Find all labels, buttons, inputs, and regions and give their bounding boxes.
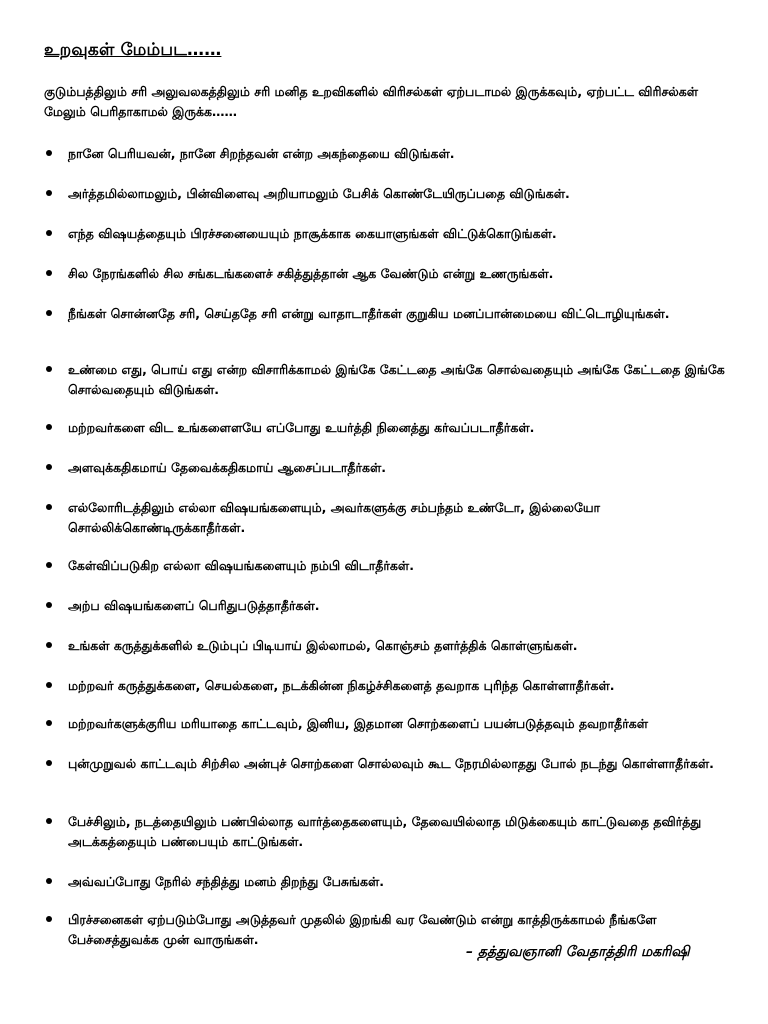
bullet-icon <box>44 360 68 380</box>
bullet-icon <box>44 754 68 774</box>
list-item <box>44 872 734 892</box>
bullet-icon <box>44 636 68 656</box>
list-item-text: புன்முறுவல் காட்டவும் சிற்சில அன்புச் சொற்களை சொல்லவும் கூட நேரமில்லாதது போல் நடந்து கொள்ளாதீர்கள். <box>68 756 714 771</box>
bullet-icon <box>44 596 68 616</box>
list-item-text: அற்ப விஷயங்களைப் பெரிதுபடுத்தாதீர்கள். <box>68 598 320 613</box>
bullet-icon <box>44 264 68 284</box>
list-item <box>44 812 734 852</box>
list-item <box>44 264 734 284</box>
bullet-icon <box>44 676 68 696</box>
list-item <box>44 418 734 438</box>
bullet-icon <box>44 458 68 478</box>
list-item-text: சில நேரங்களில் சில சங்கடங்களைச் சகித்துத்தான் ஆக வேண்டும் என்று உணருங்கள். <box>68 266 554 281</box>
list-item-text: அவ்வப்போது நேரில் சந்தித்து மனம் திறந்து பேசுங்கள். <box>68 874 385 889</box>
list-item-text: பிரச்சனைகள் ஏற்படும்போது அடுத்தவர் முதலில் இறங்கி வர வேண்டும் என்று காத்திருக்காமல் நீங்களே பேச்சைத்துவக்க முன் வாருங்கள். <box>68 912 657 947</box>
list-item-text: உண்மை எது, பொய் எது என்ற விசாரிக்காமல் இங்கே கேட்டதை அங்கே சொல்வதையும் அங்கே கேட்டதை இங்கே சொல்வதையும் விடுங்கள். <box>68 362 725 397</box>
list-item <box>44 184 734 204</box>
list-item <box>44 754 734 774</box>
list-item-text: எல்லோரிடத்திலும் எல்லா விஷயங்களையும், அவர்களுக்கு சம்பந்தம் உண்டோ, இல்லையோ சொல்லிக்கொண்டிருக்காதீர்கள். <box>68 500 601 535</box>
bullet-icon <box>44 304 68 324</box>
list-item <box>44 636 734 656</box>
list-item <box>44 714 734 734</box>
bullet-icon <box>44 184 68 204</box>
list-item <box>44 556 734 576</box>
document-title: உறவுகள் மேம்பட…… <box>44 40 222 60</box>
list-item-text: நானே பெரியவன், நானே சிறந்தவன் என்ற அகந்தையை விடுங்கள். <box>68 146 455 161</box>
list-item-text: மற்றவர்களை விட உங்களைளயே எப்போது உயர்த்தி நினைத்து கர்வப்படாதீர்கள். <box>68 420 535 435</box>
intro-paragraph: குடும்பத்திலும் சரி அலுவலகத்திலும் சரி மனித உறவிகளில் விரிசல்கள் ஏற்படாமல் இருக்கவும், ஏற்பட்ட விரிசல்கள் மேலும் பெரிதாகாமல் இருக்க…… <box>44 84 699 119</box>
list-item <box>44 676 734 696</box>
list-item-text: எந்த விஷயத்தையும் பிரச்சனையையும் நாசூக்காக கையாளுங்கள் விட்டுக்கொடுங்கள். <box>68 226 557 241</box>
list-item-text: மற்றவர்களுக்குரிய மரியாதை காட்டவும், இனிய, இதமான சொற்களைப் பயன்படுத்தவும் தவறாதீர்கள் <box>68 716 649 731</box>
list-item-text: கேள்விப்படுகிற எல்லா விஷயங்களையும் நம்பி விடாதீர்கள். <box>68 558 414 573</box>
bullet-icon <box>44 418 68 438</box>
list-item <box>44 498 734 538</box>
list-item <box>44 458 734 478</box>
author-signature: – தத்துவஞானி வேதாத்திரி மகரிஷி <box>466 944 690 960</box>
list-item-text: மற்றவர் கருத்துக்களை, செயல்களை, நடக்கின்ன நிகழ்ச்சிகளைத் தவறாக புரிந்த கொள்ளாதீர்கள். <box>68 678 615 693</box>
bullet-icon <box>44 714 68 734</box>
bullet-icon <box>44 910 68 930</box>
list-item <box>44 304 734 324</box>
bullet-icon <box>44 144 68 164</box>
list-item-text: அளவுக்கதிகமாய் தேவைக்கதிகமாய் ஆசைப்படாதீர்கள். <box>68 460 387 475</box>
bullet-icon <box>44 812 68 832</box>
bullet-icon <box>44 498 68 518</box>
bullet-icon <box>44 224 68 244</box>
bullet-icon <box>44 556 68 576</box>
list-item <box>44 224 734 244</box>
list-item-text: நீங்கள் சொன்னதே சரி, செய்ததே சரி என்று வாதாடாதீர்கள் குறுகிய மனப்பான்மையை விட்டொழியுங்கள். <box>68 306 670 321</box>
list-item <box>44 596 734 616</box>
list-item-text: உங்கள் கருத்துக்களில் உடும்புப் பிடியாய் இல்லாமல், கொஞ்சம் தளர்த்திக் கொள்ளுங்கள். <box>68 638 578 653</box>
list-item <box>44 360 734 400</box>
list-item-text: பேச்சிலும், நடத்தையிலும் பண்பில்லாத வார்த்தைகளையும், தேவையில்லாத மிடுக்கையும் காட்டுவதை தவிர்த்து அடக்கத்தையும் பண்பையும் காட்டுங்கள். <box>68 814 702 849</box>
bullet-icon <box>44 872 68 892</box>
list-item <box>44 144 734 164</box>
list-item-text: அர்த்தமில்லாமலும், பின்விளைவு அறியாமலும் பேசிக் கொண்டேயிருப்பதை விடுங்கள். <box>68 186 570 201</box>
